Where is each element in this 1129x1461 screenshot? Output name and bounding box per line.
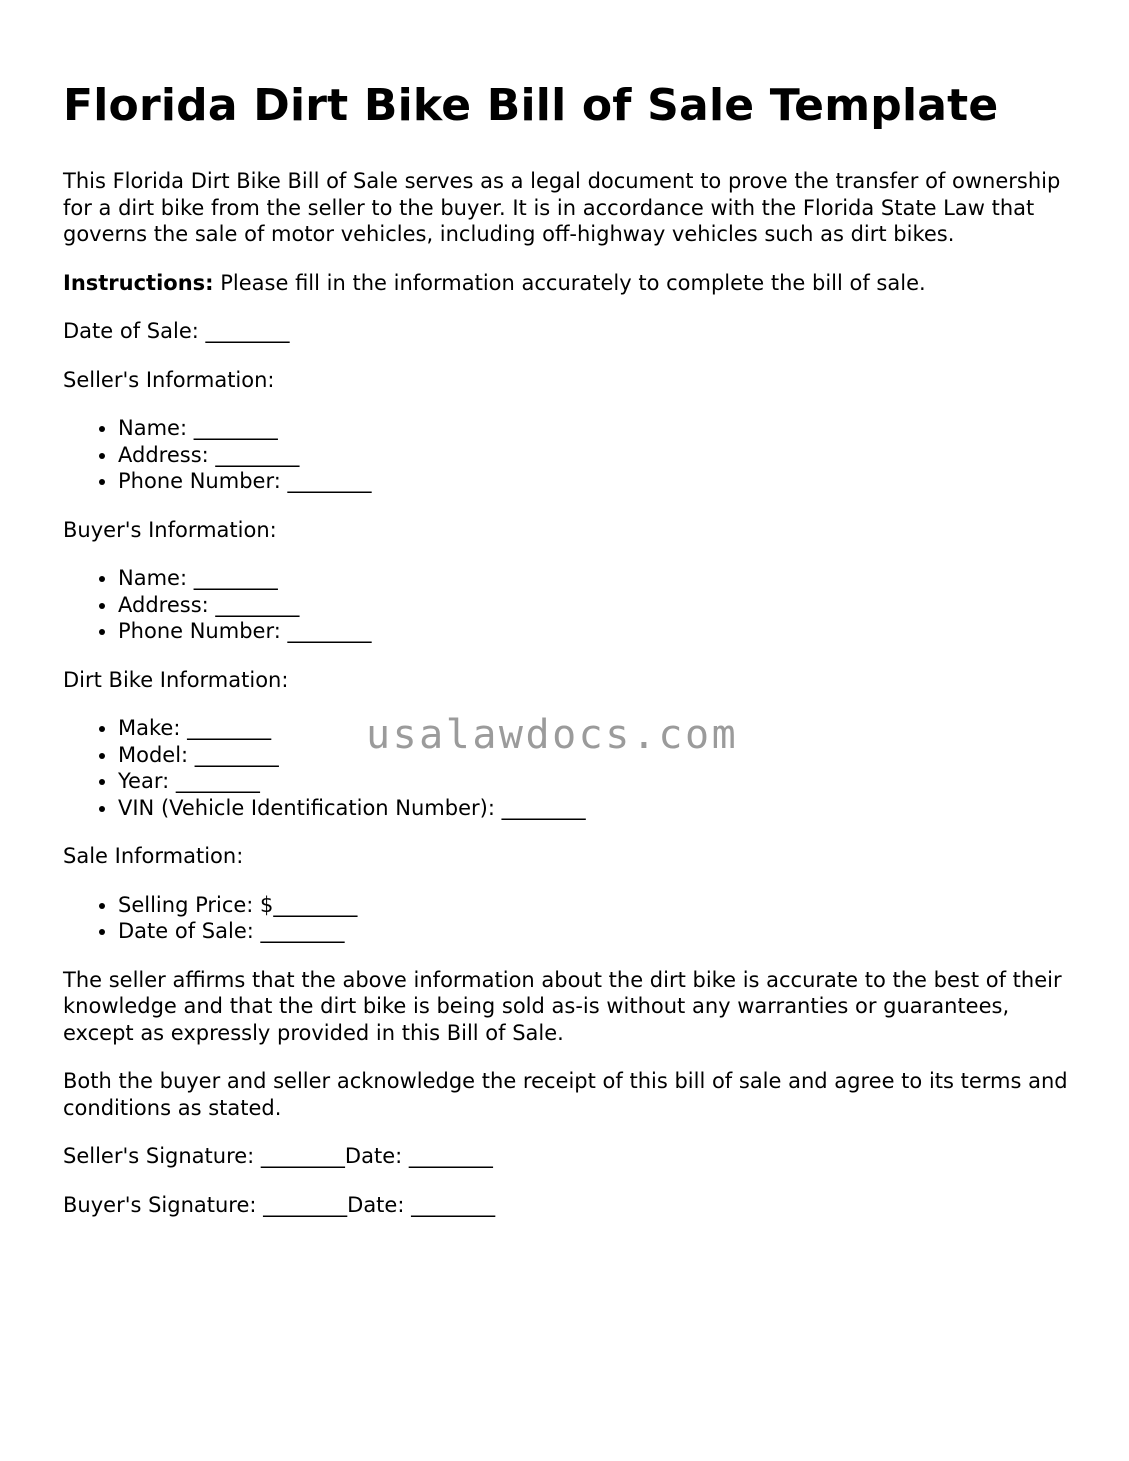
instructions-text: Please fill in the information accurately to complete the bill of sale.	[213, 270, 926, 295]
bike-heading: Dirt Bike Information:	[63, 667, 289, 692]
date-of-sale-line: Date of Sale: ________	[63, 319, 290, 343]
buyer-name-field: • Name: ________	[118, 565, 1083, 592]
instructions-paragraph	[63, 270, 1083, 297]
buyer-list	[63, 565, 1083, 645]
seller-signature-line: Seller's Signature: ________Date: ________	[63, 1144, 493, 1168]
bike-vin-field: • VIN (Vehicle Identification Number): ________	[118, 795, 1083, 822]
sale-list	[63, 892, 1083, 945]
seller-phone-field: • Phone Number: ________	[118, 468, 1083, 495]
bike-year-field: • Year: ________	[118, 768, 1083, 795]
seller-name-field: • Name: ________	[118, 415, 1083, 442]
affirmation-paragraph: The seller affirms that the above information about the dirt bike is accurate to the best of their knowledge and that the dirt bike is being sold as-is without any warranties or guarantees, except as expressly provided in this Bill of Sale.	[63, 967, 1062, 1045]
buyer-address-field: • Address: ________	[118, 592, 1083, 619]
seller-address-field: • Address: ________	[118, 442, 1083, 469]
seller-heading: Seller's Information:	[63, 367, 275, 392]
sale-heading: Sale Information:	[63, 844, 244, 868]
intro-paragraph: This Florida Dirt Bike Bill of Sale serves as a legal document to prove the transfer of ownership for a dirt bike from the seller to the buyer. It is in accordance with the Florida State Law that governs the sale of motor vehicles, including off-highway vehicles such as dirt bikes.	[63, 169, 1061, 246]
document-body	[63, 78, 1083, 1240]
instructions-label: Instructions:	[63, 270, 214, 295]
buyer-heading: Buyer's Information:	[63, 517, 277, 542]
bike-model-field: • Model: ________	[118, 742, 1083, 769]
bike-make-field: • Make: ________	[118, 715, 1083, 742]
sale-date-field: • Date of Sale: ________	[118, 918, 1083, 945]
buyer-signature-line: Buyer's Signature: ________Date: ________	[63, 1192, 496, 1217]
selling-price-field: • Selling Price: $________	[118, 892, 1083, 919]
page-title: Florida Dirt Bike Bill of Sale Template	[63, 80, 999, 131]
watermark: usalawdocs.com	[366, 712, 739, 758]
seller-list	[63, 415, 1083, 495]
buyer-phone-field: • Phone Number: ________	[118, 618, 1083, 645]
acknowledgment-paragraph: Both the buyer and seller acknowledge the receipt of this bill of sale and agree to its terms and conditions as stated.	[63, 1069, 1068, 1120]
